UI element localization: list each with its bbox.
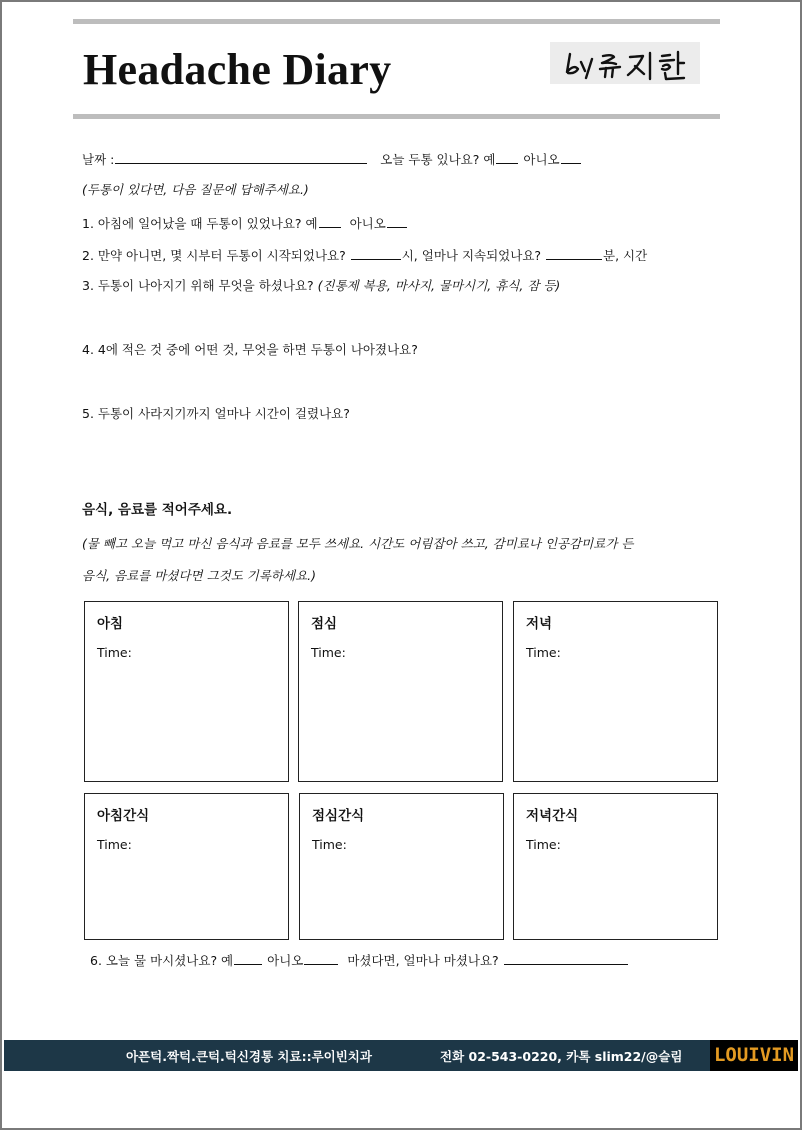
meal-box-evening-snack[interactable] [513,793,718,940]
question-2-text-c: 분, 시간 [603,248,648,263]
question-3-text: 3. 두통이 나아지기 위해 무엇을 하셨나요? [82,278,314,293]
meal-title: 점심 [311,616,338,632]
date-label: 날짜 : [82,152,115,167]
meal-time-label: Time: [526,645,561,660]
q2-duration-field[interactable] [546,246,602,260]
question-4: 4. 4에 적은 것 중에 어떤 것, 무엇을 하면 두통이 나아졌나요? [82,342,418,357]
meal-time-label: Time: [312,837,347,852]
meal-box-dinner[interactable] [513,601,718,782]
question-6 [90,951,629,970]
question-1 [82,214,408,233]
q1-no-label: 아니오 [349,216,386,231]
question-2 [82,246,647,265]
meal-time-label: Time: [97,837,132,852]
q2-start-hour-field[interactable] [351,246,401,260]
q6-no-field[interactable] [304,951,338,965]
date-field[interactable] [115,150,367,164]
today-question: 오늘 두통 있나요? 예 [380,152,496,167]
meal-title: 아침간식 [97,808,150,824]
today-no-label: 아니오 [523,152,560,167]
food-instruction-2: 음식, 음료를 마셨다면 그것도 기록하세요.) [82,568,316,583]
clinic-logo: LOUIVIN [710,1040,798,1071]
question-6-text-b: 아니오 [267,953,304,968]
q1-no-field[interactable] [387,214,407,228]
page-title: Headache Diary [83,45,392,94]
question-2-text-a: 2. 만약 아니면, 몇 시부터 두통이 시작되었나요? [82,248,346,263]
meal-time-label: Time: [311,645,346,660]
meal-time-label: Time: [526,837,561,852]
food-heading: 음식, 음료를 적어주세요. [82,502,233,518]
q6-yes-field[interactable] [234,951,262,965]
question-6-text-a: 6. 오늘 물 마시셨나요? 예 [90,953,234,968]
meal-box-breakfast[interactable] [84,601,289,782]
question-5: 5. 두통이 사라지기까지 얼마나 시간이 걸렸나요? [82,406,350,421]
signature-image [550,42,700,84]
top-rule [73,19,720,24]
meal-title: 저녁 [526,616,553,632]
question-3 [82,277,560,295]
meal-time-label: Time: [97,645,132,660]
meal-title: 아침 [97,616,124,632]
meal-box-lunch[interactable] [298,601,503,782]
question-1-text: 1. 아침에 일어났을 때 두통이 있었나요? 예 [82,216,318,231]
today-yes-field[interactable] [496,150,518,164]
question-6-text-c: 마셨다면, 얼마나 마셨나요? [347,953,499,968]
meal-title: 점심간식 [312,808,365,824]
bottom-rule [73,114,720,119]
today-no-field[interactable] [561,150,581,164]
question-3-hint: (진통제 복용, 마사지, 물마시기, 휴식, 잠 등) [317,278,561,293]
question-2-text-b: 시, 얼마나 지속되었나요? [401,248,542,263]
meal-box-afternoon-snack[interactable] [299,793,504,940]
instruction-text: (두통이 있다면, 다음 질문에 답해주세요.) [82,182,309,197]
footer-clinic-text: 아픈턱.짝턱.큰턱.턱신경통 치료::루이빈치과 [126,1049,372,1064]
footer-bar [4,1040,798,1071]
meal-title: 저녁간식 [526,808,579,824]
food-instruction-1: (물 빼고 오늘 먹고 마신 음식과 음료를 모두 쓰세요. 시간도 어림잡아 쓰고, 감미료나 인공감미료가 든 [82,536,634,551]
footer-contact-text: 전화 02-543-0220, 카톡 slim22/@슬림 [440,1049,683,1064]
date-row [82,150,582,169]
q1-yes-field[interactable] [319,214,341,228]
meal-box-morning-snack[interactable] [84,793,289,940]
q6-amount-field[interactable] [504,951,628,965]
